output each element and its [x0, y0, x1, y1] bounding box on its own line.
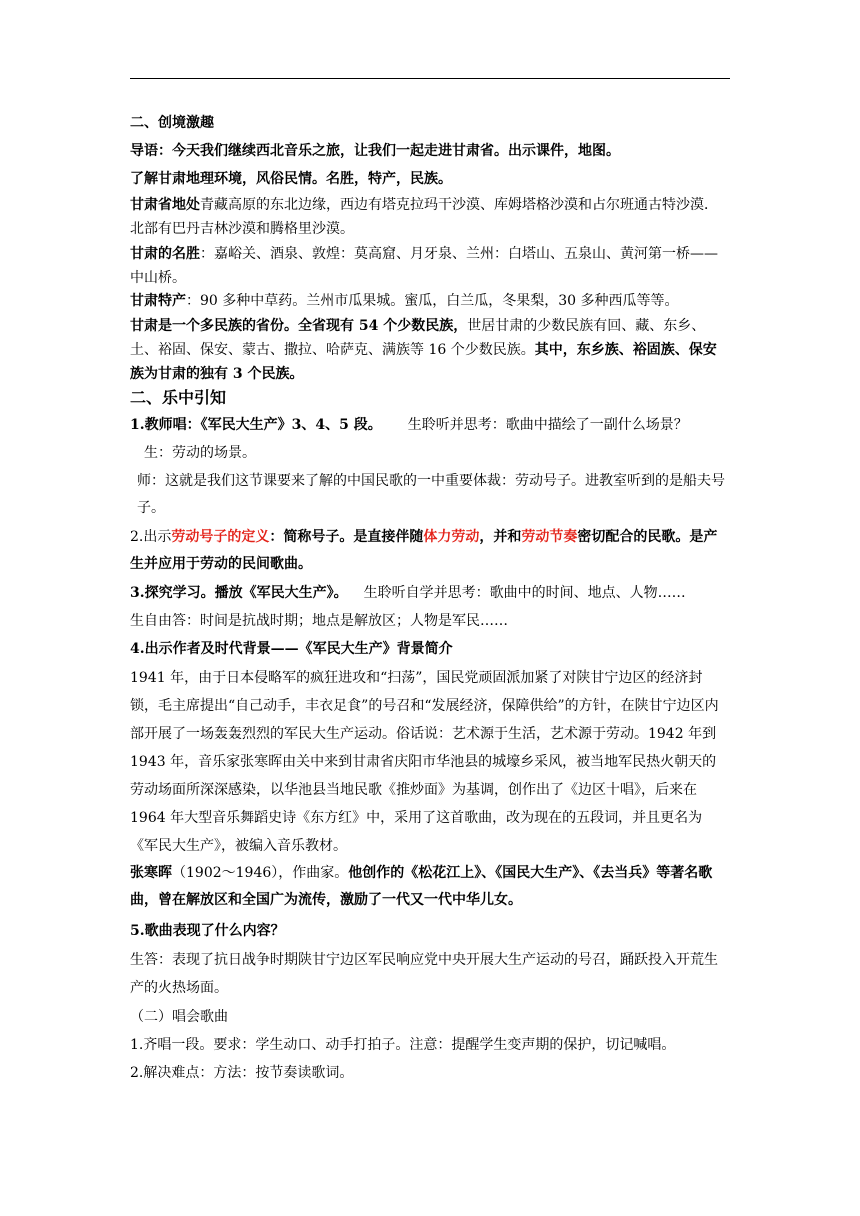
- author-works: 他创作的《松花江上》、《国民大生产》、《去当兵》等著名歌曲，曾在解放区和全国广为流传，激励了一代又一代中华儿女。: [130, 865, 713, 908]
- author-name: 张寒晖: [130, 865, 172, 881]
- sing-step-1: 1.齐唱一段。要求：学生动口、动手打拍子。注意：提醒学生变声期的保护，切记喊唱。: [130, 1037, 676, 1053]
- geo-label: 甘肃省地处: [130, 197, 200, 213]
- sights-label: 甘肃的名胜: [130, 246, 200, 262]
- item-3-answer: 生自由答：时间是抗战时期；地点是解放区；人物是军民……: [130, 613, 508, 629]
- item-2-prefix: 2.出示: [130, 529, 172, 545]
- author-paragraph: [130, 860, 730, 914]
- geo-text: 青藏高原的东北边缘，西边有塔克拉玛干沙漠、库姆塔格沙漠和占尔班通古特沙漠．北部有巴丹吉林沙漠和腾格里沙漠。: [130, 197, 718, 237]
- ethnic-bold-2: 其中，东乡族、裕固族、保安族为甘肃的独有 3 个民族。: [130, 342, 717, 382]
- ethnic-text: 世居甘肃的少数民族有回、藏、东乡、土、裕固、保安、蒙古、撒拉、哈萨克、满族等 16 个少数民族。: [130, 318, 706, 358]
- item-3-bold: 3.探究学习。播放《军民大生产》。: [130, 585, 348, 601]
- item-2-red-2: 体力劳动: [423, 529, 480, 545]
- section-title-1: 二、创境激趣: [130, 115, 214, 131]
- ethnic-bold-1: 甘肃是一个多民族的省份。全省现有 54 个少数民族，: [130, 318, 468, 334]
- header-rule: [130, 78, 730, 79]
- section-title-2: 二、乐中引知: [130, 388, 227, 407]
- intro-line: 导语：今天我们继续西北音乐之旅，让我们一起走进甘肃省。出示课件，地图。: [130, 143, 620, 159]
- item-2-bold-1: ：简称号子。是直接伴随: [269, 529, 424, 545]
- item-5-answer: 生答：表现了抗日战争时期陕甘宁边区军民响应党中央开展大生产运动的号召，踊跃投入开荒生产的火热场面。: [130, 952, 718, 996]
- know-line: 了解甘肃地理环境，风俗民情。名胜，特产，民族。: [130, 171, 452, 187]
- item-4: 4.出示作者及时代背景——《军民大生产》背景简介: [130, 641, 453, 657]
- products-paragraph: [130, 288, 730, 315]
- student-answer-1: 生：劳动的场景。: [144, 445, 256, 461]
- item-2-red-3: 劳动节奏: [521, 529, 578, 545]
- item-5: 5.歌曲表现了什么内容？: [130, 923, 285, 939]
- item-2-bold-3: 密切配合的民歌。是产生并应用于劳动的民间歌曲。: [130, 529, 718, 572]
- products-text: ：90 多种中草药。兰州市瓜果城。蜜瓜，白兰瓜，冬果梨，30 多种西瓜等等。: [186, 293, 679, 309]
- sights-text: ：嘉峪关、酒泉、敦煌：莫高窟、月牙泉、兰州：白塔山、五泉山、黄河第一桥——中山桥。: [130, 246, 718, 286]
- author-dates: （1902～1946），作曲家。: [172, 865, 349, 881]
- item-2-red-1: 劳动号子的定义: [171, 529, 270, 545]
- item-3-text: 生聆听自学并思考：歌曲中的时间、地点、人物……: [363, 585, 686, 601]
- products-label: 甘肃特产: [130, 293, 186, 309]
- item-3: [130, 580, 730, 607]
- sights-paragraph: [130, 242, 730, 290]
- teacher-line: 师：这就是我们这节课要来了解的中国民歌的一中重要体裁：劳动号子。进教室听到的是船夫号子。: [137, 473, 725, 516]
- geo-paragraph: [130, 193, 730, 241]
- subsection-sing: （二）唱会歌曲: [130, 1009, 228, 1025]
- background-paragraph: 1941 年，由于日本侵略军的疯狂进攻和“扫荡”，国民党顽固派加紧了对陕甘宁边区的经济封锁，毛主席提出“自己动手，丰衣足食”的号召和“发展经济，保障供给”的方针，在陕甘宁边区内部开展了一场轰轰烈烈的军民大生产运动。俗话说：艺术源于生活，艺术源于劳动。1942 年到 1943 年，音乐家张寒晖由关中来到甘肃省庆阳市华池县的城壕乡采风，被当地军民热火朝天的劳动场面所深深感染，以华池县当地民歌《推炒面》为基调，创作出了《边区十唱》，后来在 1964 年大型音乐舞蹈史诗《东方红》中，采用了这首歌曲，改为现在的五段词，并且更名为《军民大生产》，被编入音乐教材。: [130, 670, 719, 854]
- item-1-bold: 1.教师唱：《军民大生产》3、4、5 段。: [130, 417, 382, 433]
- item-2-bold-2: ，并和: [479, 529, 522, 545]
- item-2: [130, 524, 730, 578]
- ethnic-paragraph: [130, 314, 730, 386]
- item-1-text: 生聆听并思考：歌曲中描绘了一副什么场景？: [407, 417, 688, 433]
- sing-step-2: 2.解决难点：方法：按节奏读歌词。: [130, 1065, 354, 1081]
- item-1: [130, 412, 730, 439]
